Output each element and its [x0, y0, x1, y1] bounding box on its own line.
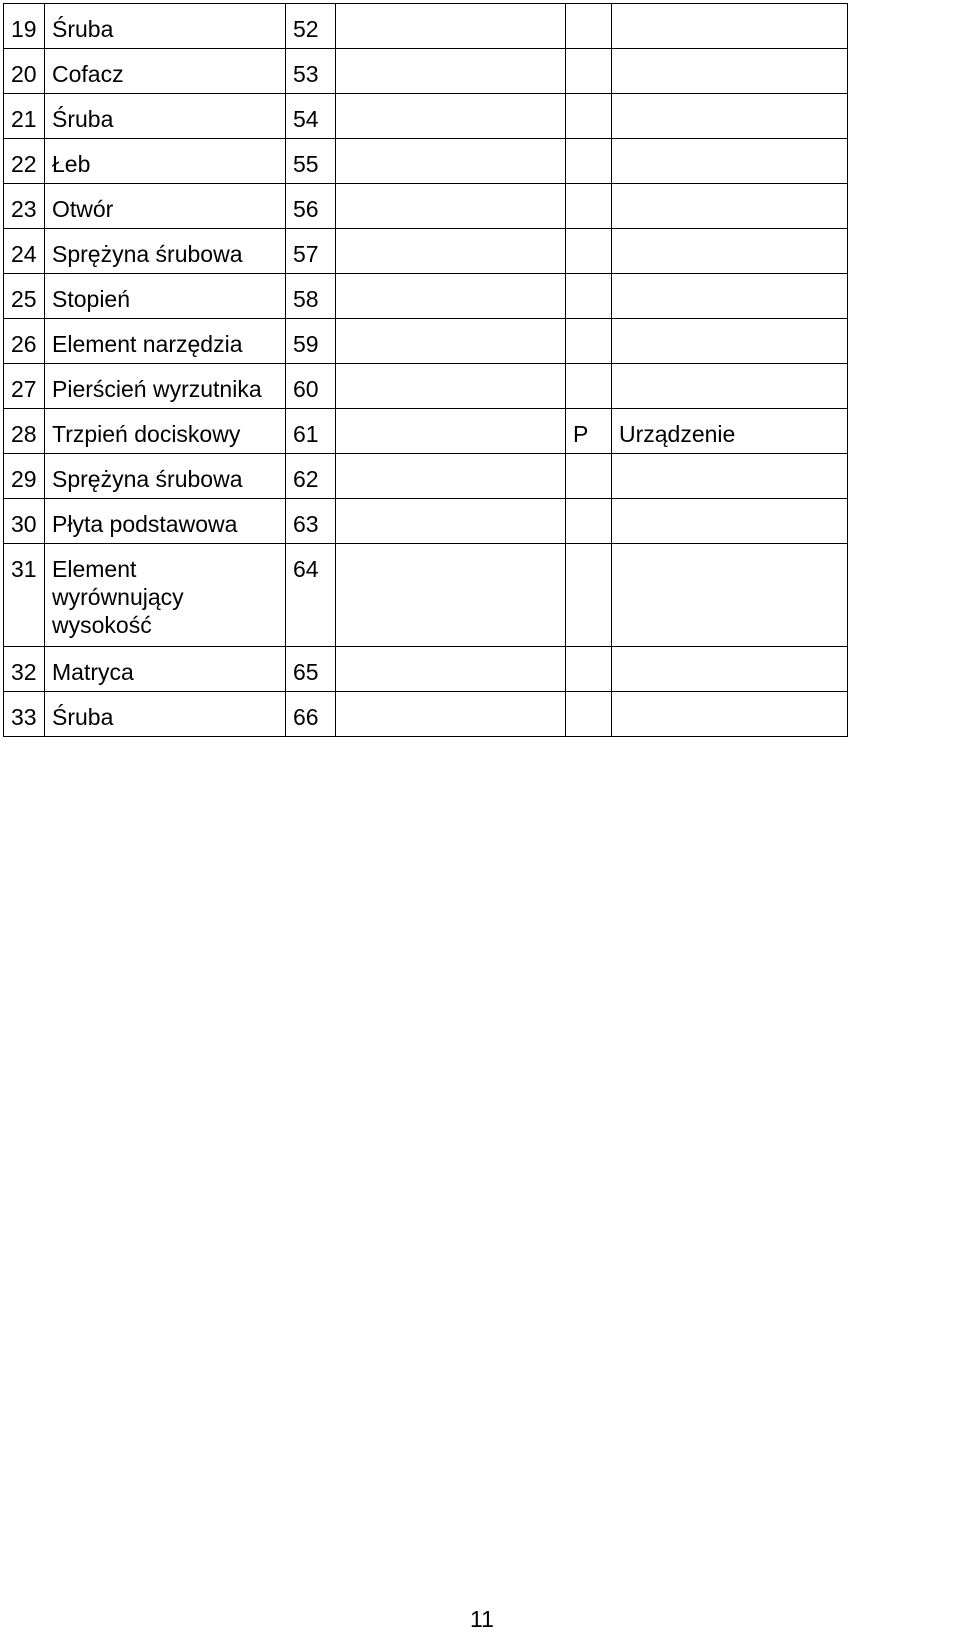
part-number-left: 26: [4, 319, 45, 364]
part-number-middle: 54: [286, 94, 336, 139]
part-number-left: 33: [4, 692, 45, 737]
part-name-left: Stopień: [45, 274, 286, 319]
part-number-left: 27: [4, 364, 45, 409]
part-number-middle: 65: [286, 647, 336, 692]
part-name-right: [612, 647, 848, 692]
part-number-middle: 60: [286, 364, 336, 409]
part-number-middle: 62: [286, 454, 336, 499]
part-number-middle: 55: [286, 139, 336, 184]
part-name-left: Otwór: [45, 184, 286, 229]
part-number-middle: 53: [286, 49, 336, 94]
part-name-right: [612, 274, 848, 319]
part-name-middle: [336, 692, 566, 737]
part-number-middle: 66: [286, 692, 336, 737]
part-number-left: 24: [4, 229, 45, 274]
part-name-right: [612, 364, 848, 409]
part-name-right: [612, 184, 848, 229]
part-number-right: [566, 4, 612, 49]
table-row: [4, 274, 848, 319]
part-number-left: 22: [4, 139, 45, 184]
table-row: [4, 94, 848, 139]
part-name-middle: [336, 49, 566, 94]
table-row: [4, 544, 848, 647]
part-number-left: 31: [4, 544, 45, 647]
part-number-right: [566, 49, 612, 94]
part-name-right: [612, 692, 848, 737]
parts-table: [3, 3, 848, 737]
part-name-right: [612, 229, 848, 274]
table-row: [4, 184, 848, 229]
part-name-right: [612, 139, 848, 184]
part-number-left: 21: [4, 94, 45, 139]
table-row: [4, 319, 848, 364]
part-name-right: [612, 49, 848, 94]
part-name-left: Trzpień dociskowy: [45, 409, 286, 454]
part-name-middle: [336, 229, 566, 274]
part-name-left: Element wyrównujący wysokość: [45, 544, 286, 647]
table-row: [4, 229, 848, 274]
table-row: [4, 364, 848, 409]
part-name-left: Pierścień wyrzutnika: [45, 364, 286, 409]
part-number-left: 32: [4, 647, 45, 692]
part-name-left: Matryca: [45, 647, 286, 692]
table-row: [4, 4, 848, 49]
part-number-left: 20: [4, 49, 45, 94]
part-name-middle: [336, 544, 566, 647]
part-name-middle: [336, 647, 566, 692]
table-row: [4, 139, 848, 184]
table-row: [4, 409, 848, 454]
part-number-left: 19: [4, 4, 45, 49]
part-number-right: [566, 454, 612, 499]
part-number-right: [566, 274, 612, 319]
part-number-right: [566, 647, 612, 692]
part-name-left: Łeb: [45, 139, 286, 184]
part-number-middle: 64: [286, 544, 336, 647]
part-number-middle: 56: [286, 184, 336, 229]
part-number-left: 25: [4, 274, 45, 319]
part-name-middle: [336, 454, 566, 499]
part-name-right: Urządzenie: [612, 409, 848, 454]
part-number-right: [566, 184, 612, 229]
part-name-middle: [336, 499, 566, 544]
part-number-right: [566, 364, 612, 409]
table-row: [4, 499, 848, 544]
part-name-left: Śruba: [45, 94, 286, 139]
table-row: [4, 49, 848, 94]
part-number-right: [566, 319, 612, 364]
part-name-left: Element narzędzia: [45, 319, 286, 364]
part-name-left: Płyta podstawowa: [45, 499, 286, 544]
part-name-right: [612, 454, 848, 499]
part-name-left: Śruba: [45, 692, 286, 737]
part-name-right: [612, 4, 848, 49]
part-name-middle: [336, 94, 566, 139]
part-name-right: [612, 319, 848, 364]
part-name-middle: [336, 319, 566, 364]
page-number: 11: [470, 1606, 494, 1632]
part-number-right: [566, 94, 612, 139]
part-name-middle: [336, 409, 566, 454]
part-number-right: [566, 499, 612, 544]
part-name-right: [612, 544, 848, 647]
part-number-middle: 57: [286, 229, 336, 274]
part-number-right: [566, 229, 612, 274]
part-name-left: Cofacz: [45, 49, 286, 94]
part-name-right: [612, 94, 848, 139]
part-name-middle: [336, 274, 566, 319]
part-number-middle: 61: [286, 409, 336, 454]
part-name-middle: [336, 184, 566, 229]
parts-table-body: [4, 4, 848, 737]
part-number-middle: 52: [286, 4, 336, 49]
part-name-left: Sprężyna śrubowa: [45, 454, 286, 499]
part-name-left: Śruba: [45, 4, 286, 49]
part-number-right: [566, 692, 612, 737]
part-number-right: [566, 139, 612, 184]
part-name-middle: [336, 364, 566, 409]
table-row: [4, 692, 848, 737]
part-name-left: Sprężyna śrubowa: [45, 229, 286, 274]
part-number-left: 30: [4, 499, 45, 544]
part-number-right: [566, 544, 612, 647]
part-name-middle: [336, 4, 566, 49]
part-name-middle: [336, 139, 566, 184]
part-name-right: [612, 499, 848, 544]
part-number-right: P: [566, 409, 612, 454]
table-row: [4, 647, 848, 692]
part-number-middle: 63: [286, 499, 336, 544]
table-row: [4, 454, 848, 499]
part-number-middle: 59: [286, 319, 336, 364]
part-number-middle: 58: [286, 274, 336, 319]
part-number-left: 23: [4, 184, 45, 229]
part-number-left: 28: [4, 409, 45, 454]
part-number-left: 29: [4, 454, 45, 499]
